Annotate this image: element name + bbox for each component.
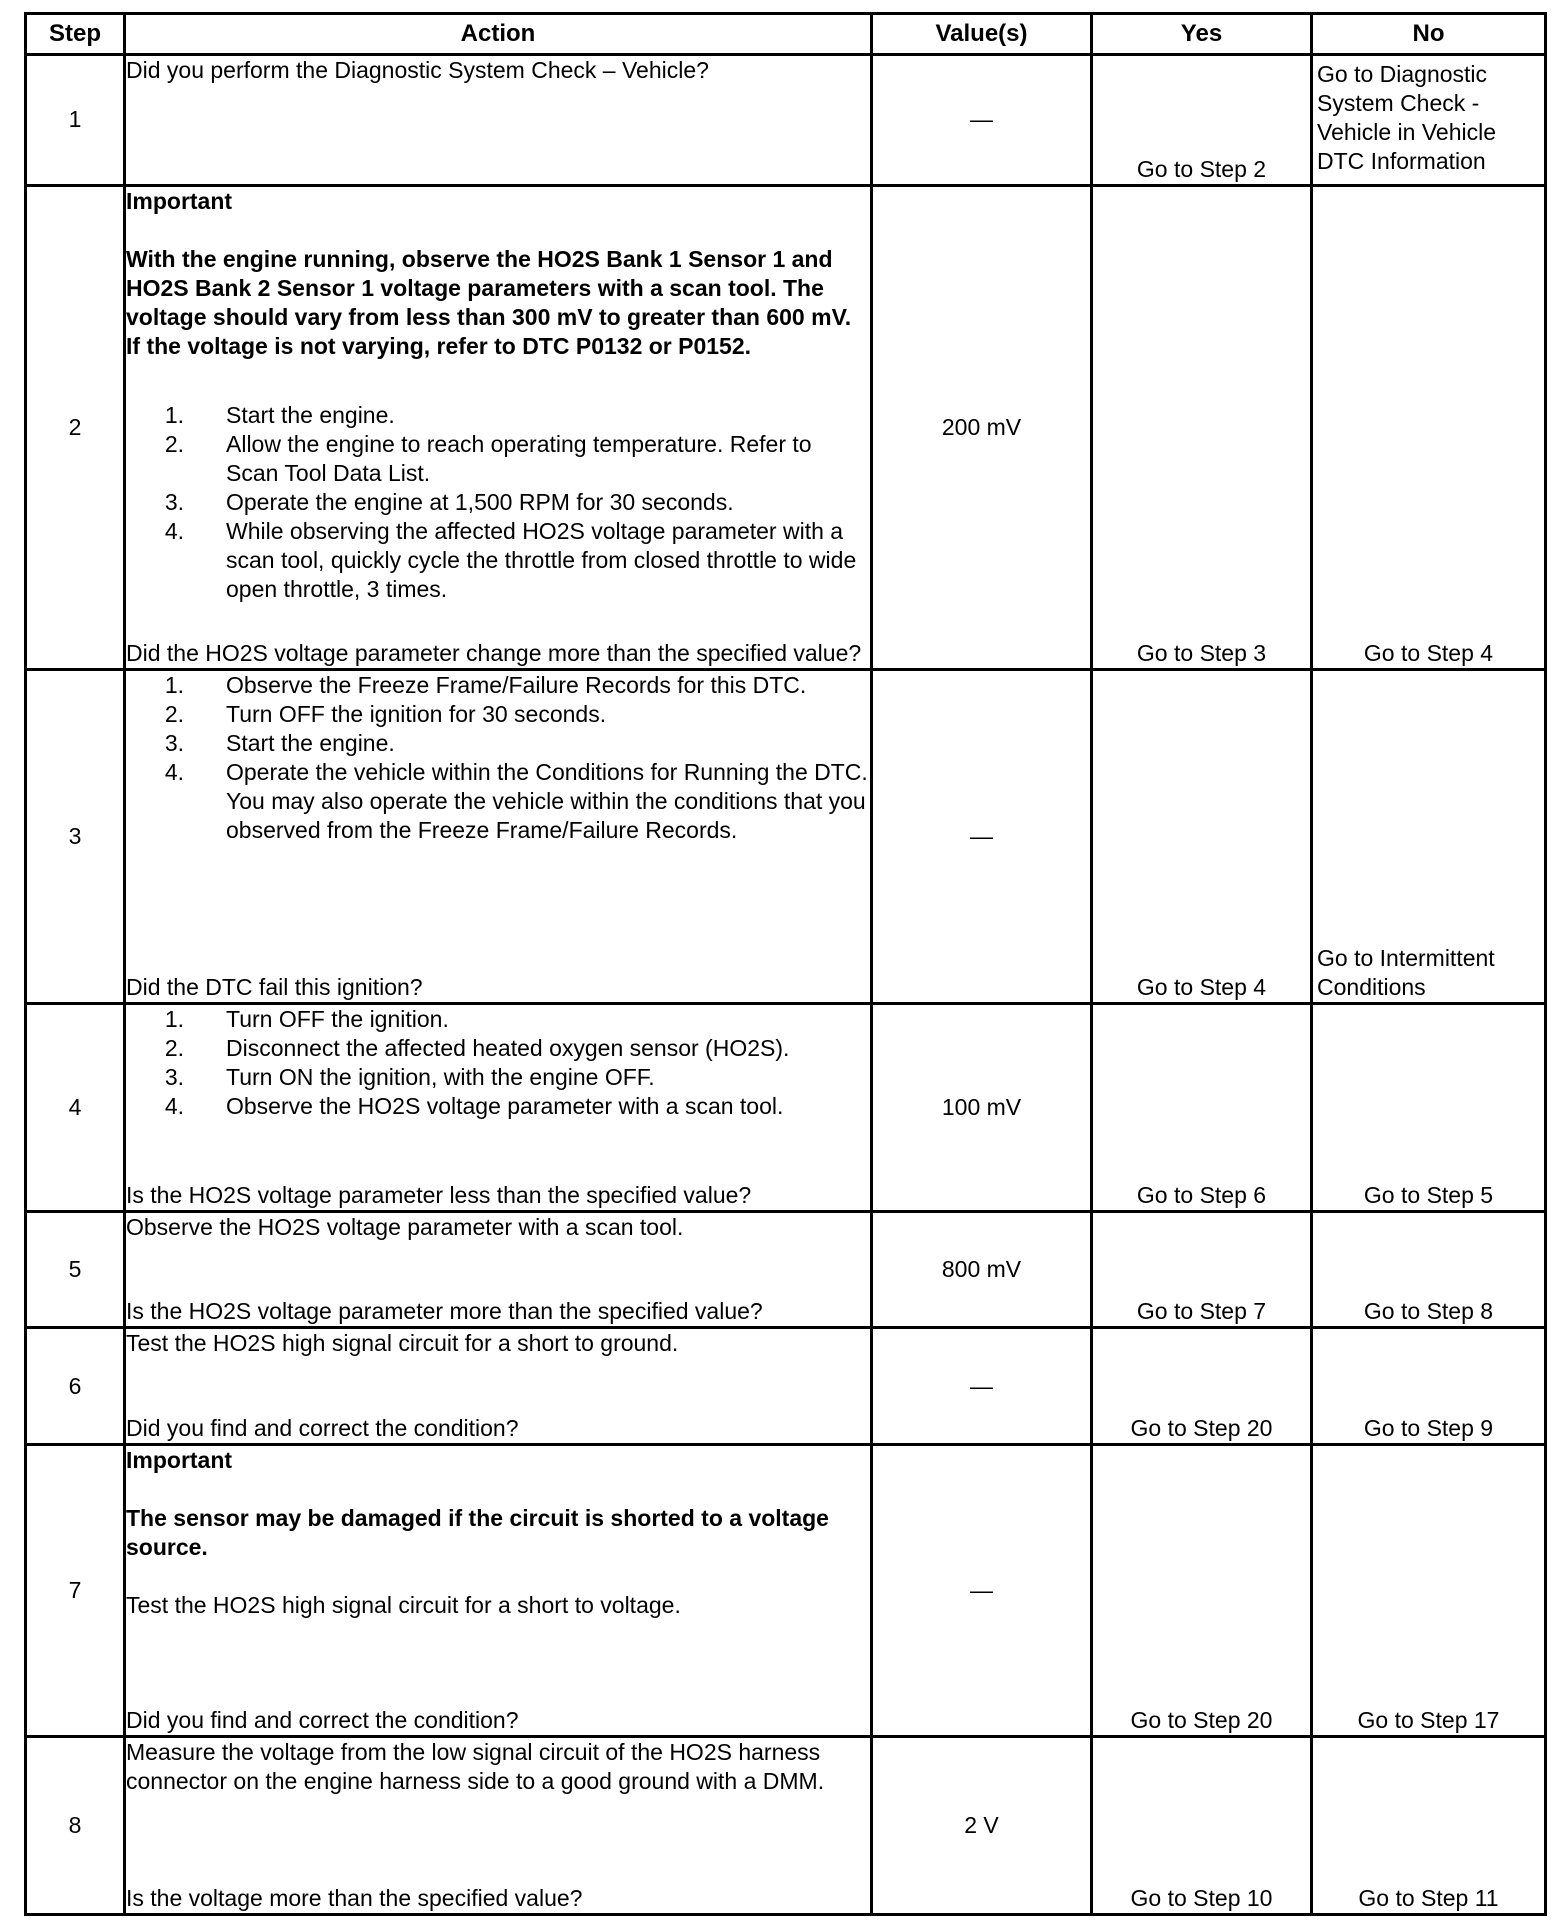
table-row (26, 1003, 1546, 1211)
action-question: Did you perform the Diagnostic System Check – Vehicle? (126, 57, 709, 83)
step-number: 6 (26, 1328, 125, 1445)
action-question: Is the voltage more than the specified value? (126, 1885, 583, 1911)
table-row (26, 1736, 1546, 1914)
list-item: 1. Start the engine. (164, 401, 395, 428)
yes-cell: Go to Step 6 (1092, 1003, 1312, 1211)
action-cell (125, 1328, 872, 1445)
instruction-list (126, 401, 870, 604)
action-cell (125, 185, 872, 670)
no-cell: Go to Step 11 (1312, 1736, 1546, 1914)
action-text: Observe the HO2S voltage parameter with a scan tool. (126, 1213, 684, 1240)
no-cell: Go to Step 4 (1312, 185, 1546, 670)
value-cell: — (872, 55, 1092, 186)
step-number: 1 (26, 55, 125, 186)
value-cell: 2 V (872, 1736, 1092, 1914)
action-question: Did the HO2S voltage parameter change more than the specified value? (126, 640, 862, 667)
important-label: Important (126, 187, 233, 214)
action-text: Test the HO2S high signal circuit for a short to voltage. (126, 1591, 681, 1618)
action-question: Is the HO2S voltage parameter less than the specified value? (126, 1181, 752, 1208)
list-item: 2. Disconnect the affected heated oxygen sensor (HO2S). (164, 1034, 790, 1061)
instruction-list (126, 671, 870, 845)
list-item: 4. Operate the vehicle within the Conditions for Running the DTC. You may also operate the vehicle within the conditions that you observed from the Freeze Frame/Failure Records. (164, 759, 868, 844)
header-action: Action (125, 14, 872, 55)
list-item: 1. Observe the Freeze Frame/Failure Records for this DTC. (164, 672, 807, 699)
table-row (26, 1444, 1546, 1736)
action-question: Did you find and correct the condition? (126, 1706, 519, 1733)
list-item: 3. Operate the engine at 1,500 RPM for 30 seconds. (164, 488, 734, 515)
list-item: 1. Turn OFF the ignition. (164, 1005, 449, 1032)
list-item: 2. Turn OFF the ignition for 30 seconds. (164, 701, 607, 728)
action-cell (125, 1444, 872, 1736)
action-text: Test the HO2S high signal circuit for a short to ground. (126, 1330, 679, 1357)
table-row (26, 1211, 1546, 1328)
value-cell: — (872, 670, 1092, 1003)
step-number: 7 (26, 1444, 125, 1736)
step-number: 2 (26, 185, 125, 670)
header-value: Value(s) (872, 14, 1092, 55)
header-step: Step (26, 14, 125, 55)
header-row (26, 14, 1546, 55)
no-cell: Go to Intermittent Conditions (1312, 670, 1546, 1003)
action-cell (125, 670, 872, 1003)
important-text: With the engine running, observe the HO2S Bank 1 Sensor 1 and HO2S Bank 2 Sensor 1 voltage parameters with a scan tool. The voltage should vary from less than 300 mV to greater than 600 mV. If the voltage is not varying, refer to DTC P0132 or P0152. (126, 245, 852, 359)
action-cell (125, 1736, 872, 1914)
list-item: 4. While observing the affected HO2S voltage parameter with a scan tool, quickly cycle the throttle from closed throttle to wide open throttle, 3 times. (164, 517, 857, 602)
no-cell: Go to Diagnostic System Check - Vehicle in Vehicle DTC Information (1312, 55, 1546, 186)
action-question: Did the DTC fail this ignition? (126, 973, 423, 1000)
no-cell: Go to Step 17 (1312, 1444, 1546, 1736)
diagnostic-table (24, 12, 1547, 1916)
action-question: Is the HO2S voltage parameter more than the specified value? (126, 1298, 763, 1325)
step-number: 3 (26, 670, 125, 1003)
important-label: Important (126, 1446, 233, 1473)
instruction-list (126, 1005, 870, 1121)
no-cell: Go to Step 8 (1312, 1211, 1546, 1328)
yes-cell: Go to Step 20 (1092, 1444, 1312, 1736)
list-item: 2. Allow the engine to reach operating temperature. Refer to Scan Tool Data List. (164, 430, 812, 486)
step-number: 5 (26, 1211, 125, 1328)
action-cell (125, 1211, 872, 1328)
list-item: 3. Turn ON the ignition, with the engine OFF. (164, 1063, 655, 1090)
action-cell (125, 1003, 872, 1211)
value-cell: — (872, 1444, 1092, 1736)
list-item: 3. Start the engine. (164, 730, 395, 757)
important-text: The sensor may be damaged if the circuit is shorted to a voltage source. (126, 1504, 829, 1560)
list-item: 4. Observe the HO2S voltage parameter with a scan tool. (164, 1092, 784, 1119)
yes-cell: Go to Step 10 (1092, 1736, 1312, 1914)
action-text: Measure the voltage from the low signal circuit of the HO2S harness connector on the engine harness side to a good ground with a DMM. (126, 1738, 825, 1794)
action-question: Did you find and correct the condition? (126, 1414, 519, 1441)
yes-cell: Go to Step 7 (1092, 1211, 1312, 1328)
table-row (26, 55, 1546, 186)
no-cell: Go to Step 5 (1312, 1003, 1546, 1211)
value-cell: — (872, 1328, 1092, 1445)
step-number: 4 (26, 1003, 125, 1211)
value-cell: 200 mV (872, 185, 1092, 670)
header-no: No (1312, 14, 1546, 55)
yes-cell: Go to Step 3 (1092, 185, 1312, 670)
table-row (26, 1328, 1546, 1445)
no-cell: Go to Step 9 (1312, 1328, 1546, 1445)
yes-cell: Go to Step 20 (1092, 1328, 1312, 1445)
action-cell (125, 55, 872, 186)
yes-cell: Go to Step 4 (1092, 670, 1312, 1003)
value-cell: 800 mV (872, 1211, 1092, 1328)
yes-cell: Go to Step 2 (1092, 55, 1312, 186)
table-row (26, 185, 1546, 670)
step-number: 8 (26, 1736, 125, 1914)
value-cell: 100 mV (872, 1003, 1092, 1211)
header-yes: Yes (1092, 14, 1312, 55)
table-row (26, 670, 1546, 1003)
